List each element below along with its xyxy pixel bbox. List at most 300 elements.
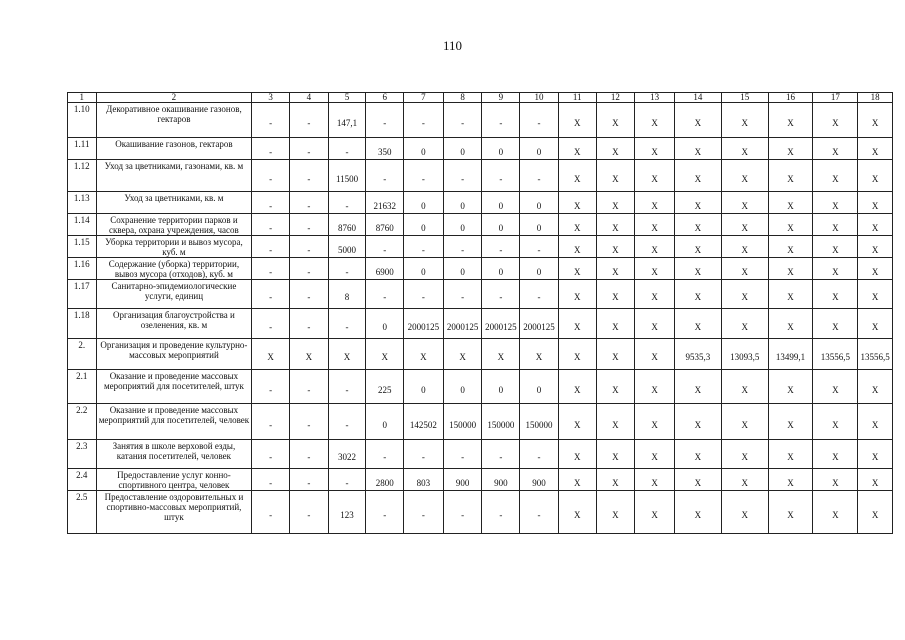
table-cell: X bbox=[674, 440, 721, 469]
table-cell: X bbox=[635, 236, 675, 258]
table-cell: X bbox=[596, 280, 635, 309]
table-cell: - bbox=[404, 440, 444, 469]
table-cell: - bbox=[290, 138, 329, 160]
row-name: Оказание и проведение массовых мероприятий для посетителей, человек bbox=[96, 404, 252, 440]
row-name: Уход за цветниками, кв. м bbox=[96, 192, 252, 214]
table-cell: X bbox=[768, 103, 813, 138]
table-cell: X bbox=[635, 138, 675, 160]
table-cell: X bbox=[813, 160, 858, 192]
table-row bbox=[68, 236, 893, 258]
table-cell: 11500 bbox=[328, 160, 366, 192]
table-cell: 2000125 bbox=[520, 309, 559, 339]
table-cell: X bbox=[768, 258, 813, 280]
table-cell: X bbox=[328, 339, 366, 370]
table-cell: 0 bbox=[366, 404, 404, 440]
column-header: 5 bbox=[328, 93, 366, 103]
table-cell: X bbox=[858, 404, 893, 440]
table-cell: 6900 bbox=[366, 258, 404, 280]
table-cell: X bbox=[558, 280, 596, 309]
table-cell: X bbox=[596, 160, 635, 192]
table-cell: - bbox=[290, 404, 329, 440]
table-cell: X bbox=[858, 280, 893, 309]
table-cell: X bbox=[404, 339, 444, 370]
table-cell: X bbox=[674, 469, 721, 491]
table-cell: - bbox=[290, 160, 329, 192]
table-cell: 0 bbox=[443, 138, 482, 160]
table-cell: X bbox=[813, 214, 858, 236]
table-cell: - bbox=[366, 160, 404, 192]
column-header: 9 bbox=[482, 93, 520, 103]
table-cell: X bbox=[558, 339, 596, 370]
data-table bbox=[67, 92, 893, 534]
table-cell: X bbox=[674, 192, 721, 214]
table-cell: 0 bbox=[520, 370, 559, 404]
table-cell: - bbox=[443, 103, 482, 138]
table-cell: 0 bbox=[404, 138, 444, 160]
row-name: Организация и проведение культурно-массовых мероприятий bbox=[96, 339, 252, 370]
table-cell: - bbox=[252, 280, 290, 309]
table-cell: X bbox=[858, 469, 893, 491]
column-header: 14 bbox=[674, 93, 721, 103]
table-cell: 0 bbox=[482, 370, 520, 404]
table-row bbox=[68, 404, 893, 440]
table-cell: 8760 bbox=[366, 214, 404, 236]
table-cell: X bbox=[768, 192, 813, 214]
table-cell: X bbox=[596, 236, 635, 258]
row-number: 2.2 bbox=[68, 404, 97, 440]
table-row bbox=[68, 160, 893, 192]
table-cell: - bbox=[252, 309, 290, 339]
table-cell: X bbox=[813, 309, 858, 339]
table-cell: - bbox=[404, 103, 444, 138]
table-cell: X bbox=[768, 491, 813, 534]
table-cell: X bbox=[721, 370, 768, 404]
table-cell: X bbox=[674, 236, 721, 258]
table-cell: - bbox=[290, 258, 329, 280]
table-cell: 147,1 bbox=[328, 103, 366, 138]
row-name: Санитарно-эпидемиологические услуги, единиц bbox=[96, 280, 252, 309]
table-cell: X bbox=[721, 214, 768, 236]
row-number: 1.13 bbox=[68, 192, 97, 214]
table-cell: - bbox=[290, 440, 329, 469]
table-cell: X bbox=[674, 491, 721, 534]
table-cell: 0 bbox=[482, 258, 520, 280]
table-cell: 900 bbox=[443, 469, 482, 491]
table-cell: X bbox=[366, 339, 404, 370]
table-cell: - bbox=[252, 491, 290, 534]
table-cell: - bbox=[443, 160, 482, 192]
table-cell: X bbox=[635, 370, 675, 404]
column-header: 3 bbox=[252, 93, 290, 103]
table-row bbox=[68, 370, 893, 404]
table-cell: - bbox=[290, 491, 329, 534]
table-cell: X bbox=[858, 236, 893, 258]
table-cell: X bbox=[858, 258, 893, 280]
table-cell: X bbox=[768, 309, 813, 339]
table-cell: - bbox=[328, 370, 366, 404]
table-cell: X bbox=[674, 138, 721, 160]
table-cell: - bbox=[443, 280, 482, 309]
table-cell: X bbox=[768, 138, 813, 160]
table-cell: X bbox=[558, 192, 596, 214]
table-cell: X bbox=[674, 309, 721, 339]
table-cell: X bbox=[674, 370, 721, 404]
table-cell: - bbox=[252, 160, 290, 192]
table-cell: 13499,1 bbox=[768, 339, 813, 370]
table-cell: X bbox=[721, 258, 768, 280]
row-name: Окашивание газонов, гектаров bbox=[96, 138, 252, 160]
table-cell: X bbox=[674, 103, 721, 138]
table-cell: - bbox=[366, 280, 404, 309]
table-cell: X bbox=[768, 404, 813, 440]
table-cell: 13556,5 bbox=[858, 339, 893, 370]
table-cell: X bbox=[768, 469, 813, 491]
table-cell: X bbox=[674, 280, 721, 309]
table-cell: X bbox=[596, 370, 635, 404]
table-cell: - bbox=[290, 280, 329, 309]
table-cell: - bbox=[482, 440, 520, 469]
table-cell: X bbox=[558, 440, 596, 469]
table-cell: X bbox=[596, 214, 635, 236]
table-row bbox=[68, 214, 893, 236]
table-cell: - bbox=[520, 236, 559, 258]
table-cell: X bbox=[596, 309, 635, 339]
table-cell: - bbox=[290, 214, 329, 236]
table-cell: - bbox=[404, 236, 444, 258]
table-cell: X bbox=[635, 491, 675, 534]
table-cell: X bbox=[635, 280, 675, 309]
table-row bbox=[68, 103, 893, 138]
column-header: 13 bbox=[635, 93, 675, 103]
table-cell: - bbox=[328, 192, 366, 214]
table-cell: - bbox=[366, 440, 404, 469]
table-row bbox=[68, 440, 893, 469]
table-cell: 0 bbox=[443, 258, 482, 280]
column-header: 12 bbox=[596, 93, 635, 103]
column-header: 16 bbox=[768, 93, 813, 103]
table-cell: 0 bbox=[404, 258, 444, 280]
table-cell: - bbox=[252, 138, 290, 160]
table-cell: - bbox=[443, 236, 482, 258]
table-cell: X bbox=[596, 491, 635, 534]
table-cell: 225 bbox=[366, 370, 404, 404]
table-cell: X bbox=[813, 491, 858, 534]
table-row bbox=[68, 138, 893, 160]
table-cell: X bbox=[858, 138, 893, 160]
column-header: 18 bbox=[858, 93, 893, 103]
table-cell: 150000 bbox=[443, 404, 482, 440]
table-cell: X bbox=[858, 160, 893, 192]
table-cell: X bbox=[721, 491, 768, 534]
table-cell: X bbox=[768, 280, 813, 309]
table-cell: X bbox=[558, 370, 596, 404]
table-cell: X bbox=[520, 339, 559, 370]
table-cell: - bbox=[482, 280, 520, 309]
table-cell: X bbox=[721, 138, 768, 160]
row-number: 1.16 bbox=[68, 258, 97, 280]
table-cell: - bbox=[252, 236, 290, 258]
table-cell: 0 bbox=[443, 214, 482, 236]
table-cell: - bbox=[366, 236, 404, 258]
table-cell: X bbox=[558, 236, 596, 258]
table-cell: X bbox=[768, 236, 813, 258]
table-cell: - bbox=[520, 280, 559, 309]
table-cell: - bbox=[482, 103, 520, 138]
table-cell: X bbox=[558, 404, 596, 440]
table-cell: 0 bbox=[482, 192, 520, 214]
table-cell: X bbox=[558, 138, 596, 160]
table-cell: - bbox=[252, 404, 290, 440]
table-cell: 13093,5 bbox=[721, 339, 768, 370]
table-cell: 0 bbox=[443, 192, 482, 214]
row-number: 1.12 bbox=[68, 160, 97, 192]
table-cell: X bbox=[721, 192, 768, 214]
row-number: 1.17 bbox=[68, 280, 97, 309]
table-cell: 2000125 bbox=[482, 309, 520, 339]
table-cell: 123 bbox=[328, 491, 366, 534]
table-cell: 3022 bbox=[328, 440, 366, 469]
table-cell: - bbox=[290, 192, 329, 214]
table-cell: X bbox=[596, 192, 635, 214]
column-header: 11 bbox=[558, 93, 596, 103]
table-cell: X bbox=[596, 258, 635, 280]
table-cell: X bbox=[596, 103, 635, 138]
table-cell: - bbox=[290, 309, 329, 339]
row-number: 1.10 bbox=[68, 103, 97, 138]
table-cell: X bbox=[768, 370, 813, 404]
table-cell: X bbox=[558, 469, 596, 491]
table-cell: 0 bbox=[404, 214, 444, 236]
table-cell: X bbox=[635, 339, 675, 370]
table-cell: X bbox=[596, 440, 635, 469]
table-cell: X bbox=[596, 339, 635, 370]
table-row bbox=[68, 339, 893, 370]
table-cell: X bbox=[813, 103, 858, 138]
row-name: Организация благоустройства и озеленения, кв. м bbox=[96, 309, 252, 339]
table-cell: X bbox=[674, 258, 721, 280]
row-number: 1.15 bbox=[68, 236, 97, 258]
table-cell: 0 bbox=[443, 370, 482, 404]
table-cell: - bbox=[443, 440, 482, 469]
table-cell: X bbox=[813, 280, 858, 309]
column-header: 8 bbox=[443, 93, 482, 103]
column-header: 10 bbox=[520, 93, 559, 103]
table-cell: 21632 bbox=[366, 192, 404, 214]
row-number: 2. bbox=[68, 339, 97, 370]
table-cell: - bbox=[520, 160, 559, 192]
table-cell: 0 bbox=[520, 138, 559, 160]
table-cell: 0 bbox=[520, 214, 559, 236]
table-row bbox=[68, 309, 893, 339]
table-row bbox=[68, 491, 893, 534]
table-cell: X bbox=[635, 440, 675, 469]
table-cell: - bbox=[404, 160, 444, 192]
table-cell: - bbox=[404, 491, 444, 534]
column-header: 15 bbox=[721, 93, 768, 103]
table-cell: X bbox=[635, 192, 675, 214]
table-cell: X bbox=[813, 469, 858, 491]
table-cell: X bbox=[858, 309, 893, 339]
table-cell: 0 bbox=[482, 138, 520, 160]
table-cell: 803 bbox=[404, 469, 444, 491]
table-cell: - bbox=[252, 440, 290, 469]
table-cell: 350 bbox=[366, 138, 404, 160]
table-cell: X bbox=[596, 138, 635, 160]
table-cell: X bbox=[252, 339, 290, 370]
row-name: Уход за цветниками, газонами, кв. м bbox=[96, 160, 252, 192]
row-number: 2.5 bbox=[68, 491, 97, 534]
table-cell: - bbox=[404, 280, 444, 309]
table-cell: X bbox=[813, 192, 858, 214]
table-cell: 5000 bbox=[328, 236, 366, 258]
table-cell: - bbox=[366, 491, 404, 534]
row-name: Занятия в школе верховой езды, катания посетителей, человек bbox=[96, 440, 252, 469]
table-cell: 2800 bbox=[366, 469, 404, 491]
table-cell: X bbox=[674, 404, 721, 440]
table-cell: X bbox=[635, 214, 675, 236]
table-cell: X bbox=[858, 192, 893, 214]
table-cell: 900 bbox=[520, 469, 559, 491]
table-row bbox=[68, 192, 893, 214]
table-cell: X bbox=[635, 160, 675, 192]
table-cell: - bbox=[328, 309, 366, 339]
table-cell: X bbox=[635, 258, 675, 280]
row-name: Оказание и проведение массовых мероприятий для посетителей, штук bbox=[96, 370, 252, 404]
table-cell: - bbox=[252, 469, 290, 491]
table-cell: X bbox=[721, 160, 768, 192]
table-cell: X bbox=[858, 370, 893, 404]
column-header: 2 bbox=[96, 93, 252, 103]
row-name: Предоставление оздоровительных и спортивно-массовых мероприятий, штук bbox=[96, 491, 252, 534]
table-cell: - bbox=[328, 469, 366, 491]
table-cell: X bbox=[813, 258, 858, 280]
header-row bbox=[68, 93, 893, 103]
table-cell: X bbox=[768, 160, 813, 192]
table-cell: X bbox=[721, 469, 768, 491]
table-cell: 0 bbox=[520, 192, 559, 214]
table-cell: - bbox=[520, 103, 559, 138]
table-cell: - bbox=[482, 236, 520, 258]
table-cell: X bbox=[558, 258, 596, 280]
table-cell: - bbox=[252, 370, 290, 404]
table-cell: 150000 bbox=[520, 404, 559, 440]
table-cell: - bbox=[290, 236, 329, 258]
table-cell: - bbox=[252, 192, 290, 214]
column-header: 6 bbox=[366, 93, 404, 103]
table-cell: X bbox=[721, 236, 768, 258]
table-cell: X bbox=[290, 339, 329, 370]
table-cell: 9535,3 bbox=[674, 339, 721, 370]
table-cell: X bbox=[721, 404, 768, 440]
table-cell: X bbox=[443, 339, 482, 370]
table-cell: 0 bbox=[482, 214, 520, 236]
table-cell: X bbox=[674, 214, 721, 236]
table-cell: - bbox=[252, 103, 290, 138]
table-cell: X bbox=[558, 214, 596, 236]
row-number: 2.1 bbox=[68, 370, 97, 404]
table-cell: X bbox=[635, 469, 675, 491]
table-cell: X bbox=[813, 370, 858, 404]
row-number: 2.3 bbox=[68, 440, 97, 469]
row-name: Сохранение территории парков и сквера, охрана учреждения, часов bbox=[96, 214, 252, 236]
table-cell: - bbox=[290, 370, 329, 404]
table-cell: X bbox=[721, 103, 768, 138]
page-number: 110 bbox=[442, 38, 463, 53]
column-header: 1 bbox=[68, 93, 97, 103]
table-cell: - bbox=[482, 491, 520, 534]
table-cell: X bbox=[635, 404, 675, 440]
table-cell: 8 bbox=[328, 280, 366, 309]
table-row bbox=[68, 258, 893, 280]
table-row bbox=[68, 469, 893, 491]
table-cell: 8760 bbox=[328, 214, 366, 236]
table-cell: - bbox=[252, 214, 290, 236]
table-cell: 0 bbox=[366, 309, 404, 339]
table-cell: X bbox=[482, 339, 520, 370]
table-cell: 2000125 bbox=[443, 309, 482, 339]
table-cell: X bbox=[558, 103, 596, 138]
row-number: 1.11 bbox=[68, 138, 97, 160]
table-cell: 2000125 bbox=[404, 309, 444, 339]
table-cell: X bbox=[813, 138, 858, 160]
table-cell: 900 bbox=[482, 469, 520, 491]
table-cell: X bbox=[596, 469, 635, 491]
table-cell: X bbox=[558, 309, 596, 339]
table-cell: - bbox=[290, 469, 329, 491]
row-name: Содержание (уборка) территории, вывоз мусора (отходов), куб. м bbox=[96, 258, 252, 280]
row-number: 1.14 bbox=[68, 214, 97, 236]
table-cell: 0 bbox=[520, 258, 559, 280]
table-cell: X bbox=[858, 440, 893, 469]
table-cell: 13556,5 bbox=[813, 339, 858, 370]
table-cell: - bbox=[443, 491, 482, 534]
table-cell: - bbox=[366, 103, 404, 138]
table-cell: - bbox=[252, 258, 290, 280]
column-header: 4 bbox=[290, 93, 329, 103]
row-number: 1.18 bbox=[68, 309, 97, 339]
table-cell: - bbox=[328, 138, 366, 160]
table-cell: X bbox=[768, 214, 813, 236]
table-cell: X bbox=[813, 440, 858, 469]
table-cell: X bbox=[674, 160, 721, 192]
table-cell: 142502 bbox=[404, 404, 444, 440]
table-cell: X bbox=[858, 103, 893, 138]
table-cell: - bbox=[290, 103, 329, 138]
row-name: Уборка территории и вывоз мусора, куб. м bbox=[96, 236, 252, 258]
table-cell: X bbox=[813, 236, 858, 258]
table-cell: X bbox=[635, 309, 675, 339]
table-cell: - bbox=[482, 160, 520, 192]
column-header: 17 bbox=[813, 93, 858, 103]
table-row bbox=[68, 280, 893, 309]
table-cell: - bbox=[328, 404, 366, 440]
table-cell: X bbox=[721, 309, 768, 339]
table-cell: X bbox=[813, 404, 858, 440]
table-cell: X bbox=[596, 404, 635, 440]
table-cell: 150000 bbox=[482, 404, 520, 440]
table-cell: 0 bbox=[404, 192, 444, 214]
table-cell: X bbox=[721, 280, 768, 309]
table-cell: - bbox=[328, 258, 366, 280]
row-name: Предоставление услуг конно-спортивного центра, человек bbox=[96, 469, 252, 491]
row-name: Декоративное окашивание газонов, гектаров bbox=[96, 103, 252, 138]
table-cell: - bbox=[520, 491, 559, 534]
table-cell: X bbox=[768, 440, 813, 469]
table-cell: X bbox=[635, 103, 675, 138]
table-cell: - bbox=[520, 440, 559, 469]
table-cell: X bbox=[721, 440, 768, 469]
table-cell: X bbox=[558, 491, 596, 534]
